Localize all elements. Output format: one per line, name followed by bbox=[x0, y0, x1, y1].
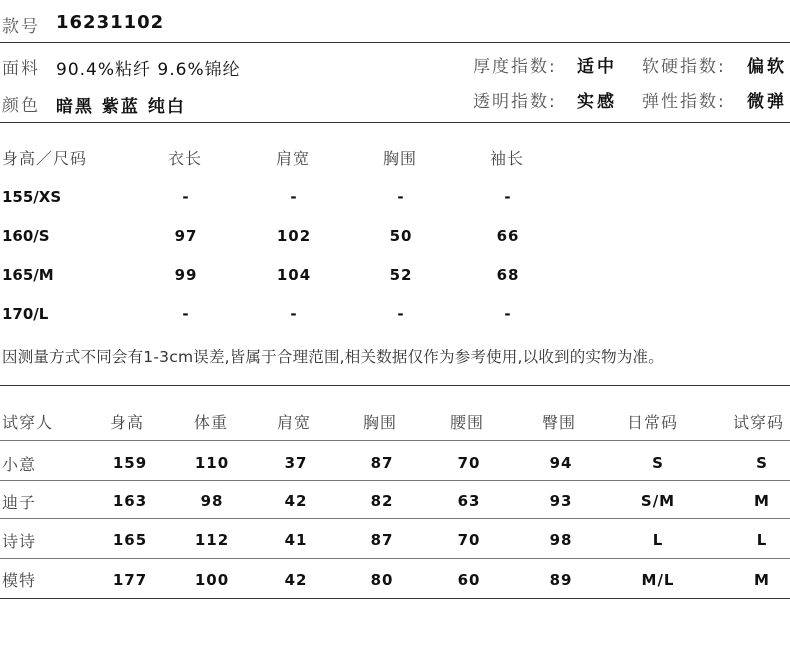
model-header-try-size: 试穿码 bbox=[733, 413, 785, 432]
model-cell: 80 bbox=[370, 571, 394, 589]
model-cell: 98 bbox=[200, 492, 224, 510]
size-header-chest: 胸围 bbox=[383, 149, 418, 168]
model-header-daily-size: 日常码 bbox=[627, 413, 679, 432]
size-header-shoulder: 肩宽 bbox=[276, 149, 311, 168]
divider-top bbox=[0, 42, 790, 43]
thickness-label: 厚度指数: bbox=[473, 57, 557, 77]
model-cell: 87 bbox=[370, 531, 394, 549]
model-cell: 41 bbox=[284, 531, 308, 549]
elasticity-value: 微弹 bbox=[747, 92, 787, 112]
model-divider bbox=[0, 480, 790, 481]
measurement-note: 因测量方式不同会有1-3cm误差,皆属于合理范围,相关数据仅作为参考使用,以收到的实物为准。 bbox=[2, 348, 664, 366]
model-cell: 89 bbox=[549, 571, 573, 589]
model-header-name: 试穿人 bbox=[2, 413, 54, 432]
size-cell: - bbox=[290, 305, 298, 323]
size-cell: - bbox=[504, 188, 512, 206]
model-cell: 82 bbox=[370, 492, 394, 510]
size-cell: - bbox=[397, 188, 405, 206]
model-cell: 42 bbox=[284, 492, 308, 510]
model-cell: 98 bbox=[549, 531, 573, 549]
model-name: 迪子 bbox=[2, 493, 37, 512]
size-cell: 50 bbox=[389, 227, 413, 245]
model-header-waist: 腰围 bbox=[450, 413, 485, 432]
model-header-hip: 臀围 bbox=[542, 413, 577, 432]
model-cell: L bbox=[756, 531, 768, 549]
model-cell: M/L bbox=[641, 571, 675, 589]
transparency-label: 透明指数: bbox=[473, 92, 557, 112]
size-cell: 102 bbox=[276, 227, 312, 245]
size-header-sleeve: 袖长 bbox=[490, 149, 525, 168]
model-cell: 94 bbox=[549, 454, 573, 472]
transparency-value: 实感 bbox=[577, 92, 617, 112]
model-cell: 163 bbox=[112, 492, 148, 510]
divider-model-bottom bbox=[0, 598, 790, 599]
model-header-chest: 胸围 bbox=[363, 413, 398, 432]
model-cell: 112 bbox=[194, 531, 230, 549]
size-cell: - bbox=[182, 188, 190, 206]
model-cell: 87 bbox=[370, 454, 394, 472]
model-cell: M bbox=[754, 492, 770, 510]
size-cell: 99 bbox=[174, 266, 198, 284]
model-header-weight: 体重 bbox=[194, 413, 229, 432]
fabric-value: 90.4%粘纤 9.6%锦纶 bbox=[56, 60, 241, 80]
size-header-size: 身高／尺码 bbox=[2, 149, 88, 168]
color-label: 颜色 bbox=[2, 96, 40, 116]
style-number-value: 16231102 bbox=[56, 12, 165, 33]
size-row-label: 155/XS bbox=[2, 188, 62, 206]
model-cell: 63 bbox=[457, 492, 481, 510]
model-name: 诗诗 bbox=[2, 532, 37, 551]
size-cell: 68 bbox=[496, 266, 520, 284]
model-cell: 165 bbox=[112, 531, 148, 549]
model-cell: 60 bbox=[457, 571, 481, 589]
color-value: 暗黑 紫蓝 纯白 bbox=[56, 97, 186, 117]
model-cell: 37 bbox=[284, 454, 308, 472]
model-cell: 110 bbox=[194, 454, 230, 472]
size-cell: - bbox=[397, 305, 405, 323]
divider-model-top bbox=[0, 385, 790, 386]
size-header-length: 衣长 bbox=[168, 149, 203, 168]
model-header-shoulder: 肩宽 bbox=[277, 413, 312, 432]
size-cell: 52 bbox=[389, 266, 413, 284]
model-cell: 159 bbox=[112, 454, 148, 472]
softness-label: 软硬指数: bbox=[642, 57, 726, 77]
model-divider bbox=[0, 440, 790, 441]
thickness-value: 适中 bbox=[577, 57, 617, 77]
size-row-label: 160/S bbox=[2, 227, 50, 245]
softness-value: 偏软 bbox=[747, 57, 787, 77]
model-name: 模特 bbox=[2, 571, 37, 590]
style-number-label: 款号 bbox=[2, 17, 40, 37]
model-header-height: 身高 bbox=[110, 413, 145, 432]
model-cell: 100 bbox=[194, 571, 230, 589]
model-name: 小意 bbox=[2, 455, 37, 474]
model-cell: S bbox=[756, 454, 768, 472]
size-cell: 104 bbox=[276, 266, 312, 284]
model-cell: 93 bbox=[549, 492, 573, 510]
size-cell: - bbox=[182, 305, 190, 323]
size-cell: 66 bbox=[496, 227, 520, 245]
elasticity-label: 弹性指数: bbox=[642, 92, 726, 112]
model-cell: 70 bbox=[457, 454, 481, 472]
size-cell: - bbox=[290, 188, 298, 206]
divider-product bbox=[0, 122, 790, 123]
fabric-label: 面料 bbox=[2, 59, 40, 79]
size-cell: - bbox=[504, 305, 512, 323]
model-cell: L bbox=[652, 531, 664, 549]
size-row-label: 170/L bbox=[2, 305, 49, 323]
model-cell: S bbox=[652, 454, 664, 472]
model-cell: 70 bbox=[457, 531, 481, 549]
size-cell: 97 bbox=[174, 227, 198, 245]
model-divider bbox=[0, 558, 790, 559]
model-cell: 42 bbox=[284, 571, 308, 589]
model-cell: S/M bbox=[640, 492, 676, 510]
model-divider bbox=[0, 518, 790, 519]
model-cell: M bbox=[754, 571, 770, 589]
size-row-label: 165/M bbox=[2, 266, 54, 284]
model-cell: 177 bbox=[112, 571, 148, 589]
